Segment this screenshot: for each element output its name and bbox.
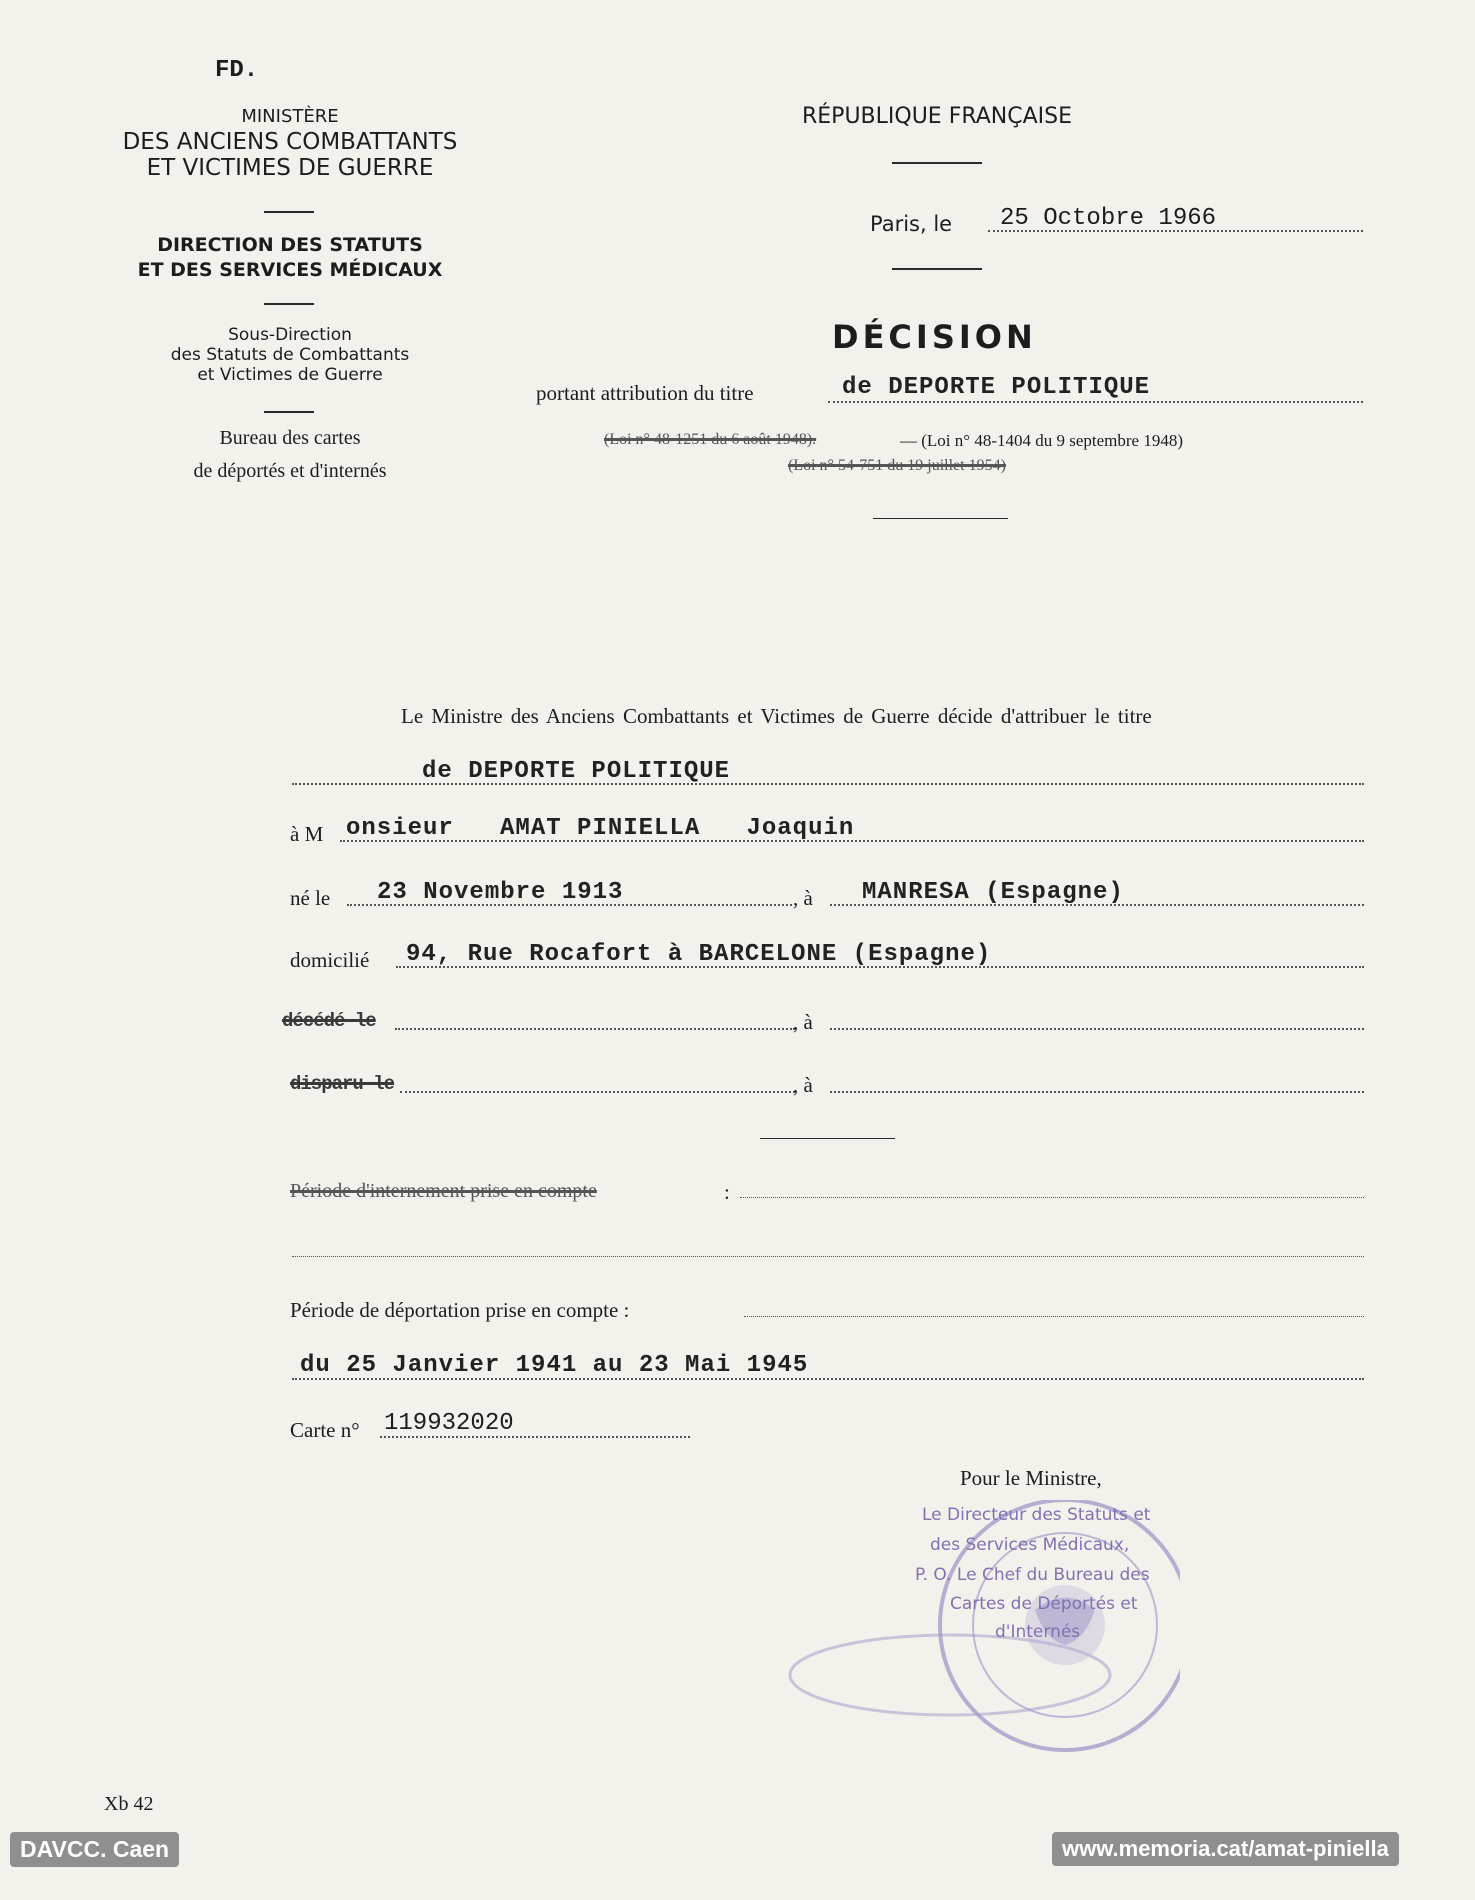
carte-label: Carte n° xyxy=(290,1418,360,1442)
direction-block xyxy=(90,234,490,281)
decision-title: DÉCISION xyxy=(832,318,1037,356)
birth-a-label: , à xyxy=(793,886,813,910)
disparu-label: disparu le xyxy=(290,1073,395,1095)
memoria-link[interactable]: www.memoria.cat/amat-piniella xyxy=(1052,1832,1399,1866)
birth-date: 23 Novembre 1913 xyxy=(377,879,624,906)
disparu-line xyxy=(400,1091,795,1093)
disparu-place-line xyxy=(830,1091,1364,1093)
subdir-line2: des Statuts de Combattants xyxy=(170,345,410,365)
person-name: onsieur AMAT PINIELLA Joaquin xyxy=(346,815,855,842)
internement-label: Période d'internement prise en compte xyxy=(290,1180,597,1202)
a-monsieur-label: à M xyxy=(290,822,324,846)
ministry-line3: ET VICTIMES DE GUERRE xyxy=(146,155,434,181)
struck-law-1: (Loi n° 48-1251 du 6 août 1948). xyxy=(604,431,817,448)
deportation-label: Période de déportation prise en compte : xyxy=(290,1298,630,1322)
ministry-line2: DES ANCIENS COMBATTANTS xyxy=(122,129,458,155)
divider xyxy=(892,162,982,164)
divider xyxy=(264,411,314,413)
bureau-line2: de déportés et d'internés xyxy=(193,460,387,482)
law-reference: — (Loi n° 48-1404 du 9 septembre 1948) xyxy=(900,431,1183,450)
decision-intro: Le Ministre des Anciens Combattants et Victimes de Guerre décide d'attribuer le titre xyxy=(401,704,1152,728)
ministry-block xyxy=(90,106,490,181)
signature-line-2: des Services Médicaux, xyxy=(930,1535,1130,1555)
divider xyxy=(264,303,314,305)
domicile-label: domicilié xyxy=(290,948,370,972)
decede-label: décédé le xyxy=(282,1010,376,1032)
divider xyxy=(264,211,314,213)
reference-code: Xb 42 xyxy=(104,1793,154,1815)
internement-line-2 xyxy=(292,1256,1364,1257)
signature-line-5: d'Internés xyxy=(995,1622,1081,1642)
signature-line-4: Cartes de Déportés et xyxy=(950,1594,1138,1614)
paris-label: Paris, le xyxy=(870,212,953,236)
ministry-line1: MINISTÈRE xyxy=(241,106,339,127)
deportation-label-line xyxy=(744,1316,1364,1317)
divider xyxy=(873,518,1008,519)
portant-label: portant attribution du titre xyxy=(536,381,754,405)
carte-number: 119932020 xyxy=(384,1410,514,1437)
ne-le-label: né le xyxy=(290,886,331,910)
document-code: FD. xyxy=(215,57,259,84)
decede-line xyxy=(395,1028,795,1030)
signature-line-1: Le Directeur des Statuts et xyxy=(922,1505,1151,1525)
pour-le-ministre: Pour le Ministre, xyxy=(960,1466,1102,1490)
internement-line-1 xyxy=(740,1197,1364,1198)
internement-colon: : xyxy=(724,1180,730,1204)
titre-value: de DEPORTE POLITIQUE xyxy=(842,374,1151,401)
divider xyxy=(892,268,982,270)
subdir-line3: et Victimes de Guerre xyxy=(197,365,383,385)
domicile-value: 94, Rue Rocafort à BARCELONE (Espagne) xyxy=(406,941,992,968)
deportation-value: du 25 Janvier 1941 au 23 Mai 1945 xyxy=(300,1352,809,1379)
disparu-a-label: , à xyxy=(793,1073,813,1097)
divider xyxy=(760,1138,895,1139)
titre-body-value: de DEPORTE POLITIQUE xyxy=(422,758,731,785)
bureau-block xyxy=(90,427,490,483)
archive-badge: DAVCC. Caen xyxy=(10,1832,179,1867)
signature-line-3: P. O. Le Chef du Bureau des xyxy=(915,1565,1150,1585)
decede-place-line xyxy=(830,1028,1364,1030)
subdir-line1: Sous-Direction xyxy=(228,325,352,345)
republic-title: RÉPUBLIQUE FRANÇAISE xyxy=(801,104,1073,129)
decede-a-label: , à xyxy=(793,1010,813,1034)
bureau-line1: Bureau des cartes xyxy=(219,427,361,449)
direction-line1: DIRECTION DES STATUTS xyxy=(157,234,423,256)
subdirection-block xyxy=(90,325,490,385)
decision-date: 25 Octobre 1966 xyxy=(1000,205,1217,232)
direction-line2: ET DES SERVICES MÉDICAUX xyxy=(137,259,443,281)
struck-law-2: (Loi n° 54-751 du 19 juillet 1954) xyxy=(788,457,1006,474)
birth-place: MANRESA (Espagne) xyxy=(862,879,1124,906)
titre-line xyxy=(828,401,1363,403)
